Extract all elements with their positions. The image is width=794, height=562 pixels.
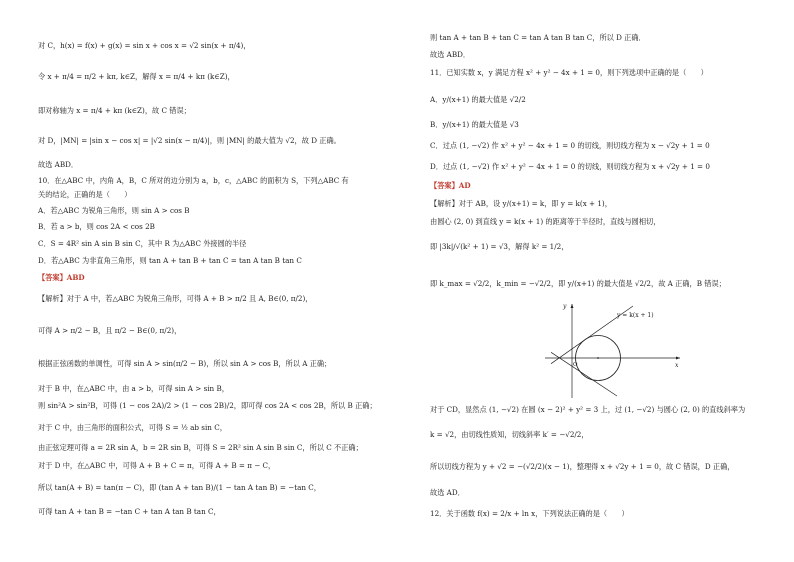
analysis-text: 【解析】对于 AB，设 y/(x+1) = k，即 y = k(x + 1)， [430,199,612,208]
text-line: 故选 ABD． [38,160,79,169]
text-line: 则 sin²A > sin²B，可得 (1 − cos 2A)/2 > (1 − cos 2B)/2，即可得 cos 2A < cos 2B，所以 B 正确； [38,401,377,410]
analysis-text: 【解析】对于 A 中，若△ABC 为锐角三角形，可得 A + B > π/2 且 A, B∈(0, π/2)， [38,294,313,303]
text-line: 所以切线方程为 y + √2 = −(√2/2)(x − 1)，整理得 x + √2y + 1 = 0，故 C 错误，D 正确， [430,462,735,471]
left-column [38,0,413,562]
y-axis-arrow [571,304,574,308]
origin-label: O [573,362,578,368]
line-label: y = k(x + 1) [617,312,654,319]
text-line: 令 x + π/4 = π/2 + kπ, k∈Z，解得 x = π/4 + kπ (k∈Z)， [38,72,235,81]
question-11: 11．已知实数 x，y 满足方程 x² + y² − 4x + 1 = 0，则下列选项中正确的是（ ） [430,68,708,77]
option-c: C．过点 (1, −√2) 作 x² + y² − 4x + 1 = 0 的切线，则切线方程为 x − √2y + 1 = 0 [430,141,710,150]
text-line: 即 k_max = √2/2，k_min = −√2/2，即 y/(x+1) 的最大值是 √2/2，故 A 正确，B 错误； [430,279,726,288]
option-d: D．若△ABC 为非直角三角形，则 tan A + tan B + tan C = tan A tan B tan C [38,256,302,265]
text-line: 即 |3k|/√(k² + 1) = √3，解得 k² = 1/2， [430,242,569,251]
text-line: 则 tan A + tan B + tan C = tan A tan B tan C，所以 D 正确． [430,33,646,42]
text-line: 故选 ABD． [430,50,471,59]
option-a: A．若△ABC 为锐角三角形，则 sin A > cos B [38,206,190,215]
text-line: 故选 AD． [430,488,465,497]
text-line: 即对称轴为 x = π/4 + kπ (k∈Z)，故 C 错误； [38,106,191,115]
question-10: 10．在△ABC 中，内角 A，B，C 所对的边分别为 a，b，c，△ABC 的面积为 S，下列△ABC 有 [38,176,349,185]
x-axis-arrow [676,357,680,360]
text-line: 由正弦定理可得 a = 2R sin A，b = 2R sin B，可得 S = 2R² sin A sin B sin C，所以 C 不正确； [38,443,363,452]
option-d: D．过点 (1, −√2) 作 x² + y² − 4x + 1 = 0 的切线，则切线方程为 x + √2y + 1 = 0 [430,162,710,171]
text-line: 对于 CD，显然点 (1, −√2) 在圆 (x − 2)² + y² = 3 上，过 (1, −√2) 与圆心 (2, 0) 的直线斜率为 [430,405,746,414]
text-line: 关的结论，正确的是（ ） [38,190,132,199]
tangent-circle-figure [535,300,685,400]
option-b: B．y/(x+1) 的最大值是 √3 [430,120,519,129]
circle-center [597,357,599,359]
option-c: C．S = 4R² sin A sin B sin C，其中 R 为△ABC 外接圆的半径 [38,239,247,248]
text-line: k = √2，由切线性质知，切线斜率 k′ = −√2/2， [430,430,589,439]
text-line: 对 C，h(x) = f(x) + g(x) = sin x + cos x = √2 sin(x + π/4)， [38,41,251,50]
question-12: 12．关于函数 f(x) = 2/x + ln x，下列说法正确的是（ ） [430,509,629,518]
text-line: 所以 tan(A + B) = tan(π − C)，即 (tan A + tan B)/(1 − tan A tan B) = −tan C， [38,483,321,492]
text-line: 由圆心 (2, 0) 到直线 y = k(x + 1) 的距离等于半径时，直线与圆相切， [430,217,661,226]
text-line: 对于 C 中，由三角形的面积公式，可得 S = ½ ab sin C， [38,423,227,432]
text-line: 对 D，|MN| = |sin x − cos x| = |√2 sin(x − π/4)|，则 |MN| 的最大值为 √2，故 D 正确。 [38,136,341,145]
y-axis-label: y [563,303,567,310]
text-line: 可得 tan A + tan B = −tan C + tan A tan B tan C， [38,507,221,516]
answer-label: 【答案】ABD [38,273,85,282]
option-b: B．若 a > b，则 cos 2A < cos 2B [38,222,155,231]
text-line: 根据正弦函数的单调性，可得 sin A > sin(π/2 − B)，所以 sin A > cos B，所以 A 正确； [38,359,332,368]
option-a: A．y/(x+1) 的最大值是 √2/2 [430,95,526,104]
text-line: 可得 A > π/2 − B，且 π/2 − B∈(0, π/2)， [38,326,182,335]
text-line: 对于 D 中，在△ABC 中，可得 A + B + C = π，可得 A + B = π − C， [38,461,276,470]
text-line: 对于 B 中，在△ABC 中，由 a > b，可得 sin A > sin B， [38,384,229,393]
right-column [430,0,794,562]
tangent-line-lower [551,352,617,396]
answer-label: 【答案】AD [430,181,471,190]
x-axis-label: x [675,362,679,369]
